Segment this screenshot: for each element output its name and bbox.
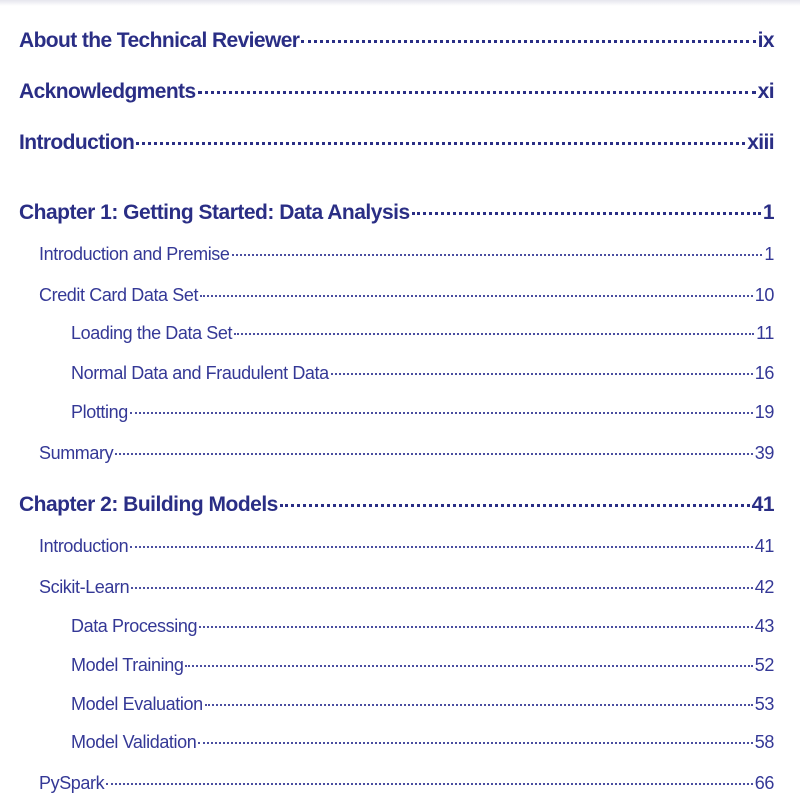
toc-entry-label: Introduction — [19, 131, 135, 154]
toc-entry-page: 58 — [754, 732, 774, 752]
toc-entry-label: Acknowledgments — [19, 80, 196, 103]
toc-entry-label: Plotting — [71, 402, 128, 422]
toc-entry-model-evaluation[interactable] — [0, 694, 800, 724]
toc-entry-label: Model Evaluation — [71, 694, 203, 714]
toc-entry-label: Model Validation — [71, 732, 197, 752]
dot-leader — [199, 626, 753, 628]
dot-leader — [205, 704, 753, 706]
toc-entry-label: PySpark — [39, 773, 105, 793]
toc-entry-introduction[interactable] — [0, 131, 800, 161]
dot-leader — [331, 373, 753, 375]
toc-entry-page: 16 — [754, 363, 774, 383]
dot-leader — [234, 333, 754, 335]
toc-entry-scikit-learn[interactable] — [0, 577, 800, 607]
toc-entry-loading-the-data-set[interactable] — [0, 323, 800, 353]
dot-leader — [130, 412, 753, 414]
toc-entry-label: About the Technical Reviewer — [19, 29, 300, 52]
toc-entry-page: xi — [757, 80, 774, 103]
toc-entry-pyspark[interactable] — [0, 773, 800, 803]
dot-leader — [301, 40, 755, 43]
dot-leader — [232, 254, 763, 256]
toc-entry-label: Summary — [39, 443, 114, 463]
dot-leader — [280, 504, 750, 507]
toc-entry-page: 11 — [756, 323, 774, 343]
toc-entry-label: Normal Data and Fraudulent Data — [71, 363, 329, 383]
dot-leader — [136, 142, 745, 145]
toc-entry-introduction-and-premise[interactable] — [0, 244, 800, 274]
dot-leader — [106, 783, 753, 785]
toc-entry-page: 66 — [754, 773, 774, 793]
toc-entry-credit-card-data-set[interactable] — [0, 285, 800, 315]
toc-entry-page: 42 — [754, 577, 774, 597]
toc-entry-page: 1 — [762, 201, 774, 224]
dot-leader — [200, 295, 753, 297]
toc-entry-page: 41 — [751, 493, 774, 516]
toc-entry-normal-and-fraudulent-data[interactable] — [0, 363, 800, 393]
toc-entry-page: 39 — [754, 443, 774, 463]
toc-entry-label: Data Processing — [71, 616, 198, 636]
dot-leader — [115, 453, 753, 455]
toc-entry-data-processing[interactable] — [0, 616, 800, 646]
toc-entry-plotting[interactable] — [0, 402, 800, 432]
dot-leader — [198, 742, 752, 744]
toc-entry-page: 10 — [754, 285, 774, 305]
toc-entry-label: Credit Card Data Set — [39, 285, 199, 305]
toc-entry-label: Introduction — [39, 536, 129, 556]
toc-entry-page: 52 — [754, 655, 774, 675]
toc-chapter-2[interactable] — [0, 493, 800, 523]
dot-leader — [198, 91, 756, 94]
dot-leader — [130, 546, 753, 548]
toc-entry-model-training[interactable] — [0, 655, 800, 685]
toc-entry-page: ix — [757, 29, 774, 52]
toc-entry-label: Chapter 1: Getting Started: Data Analysis — [19, 201, 410, 224]
toc-entry-label: Introduction and Premise — [39, 244, 230, 264]
toc-entry-page: 19 — [754, 402, 774, 422]
toc-entry-acknowledgments[interactable] — [0, 80, 800, 110]
toc-entry-label: Loading the Data Set — [71, 323, 233, 343]
toc-entry-introduction-ch2[interactable] — [0, 536, 800, 566]
toc-entry-label: Model Training — [71, 655, 184, 675]
toc-chapter-1[interactable] — [0, 201, 800, 231]
toc-entry-label: Chapter 2: Building Models — [19, 493, 278, 516]
dot-leader — [412, 212, 761, 215]
toc-entry-summary[interactable] — [0, 443, 800, 473]
toc-entry-model-validation[interactable] — [0, 732, 800, 762]
toc-entry-label: Scikit-Learn — [39, 577, 130, 597]
toc-entry-page: 41 — [754, 536, 774, 556]
toc-entry-page: 43 — [754, 616, 774, 636]
dot-leader — [131, 587, 753, 589]
toc-entry-about-technical-reviewer[interactable] — [0, 29, 800, 59]
dot-leader — [185, 665, 752, 667]
toc-entry-page: xiii — [747, 131, 774, 154]
toc-entry-page: 1 — [764, 244, 774, 264]
toc-entry-page: 53 — [754, 694, 774, 714]
